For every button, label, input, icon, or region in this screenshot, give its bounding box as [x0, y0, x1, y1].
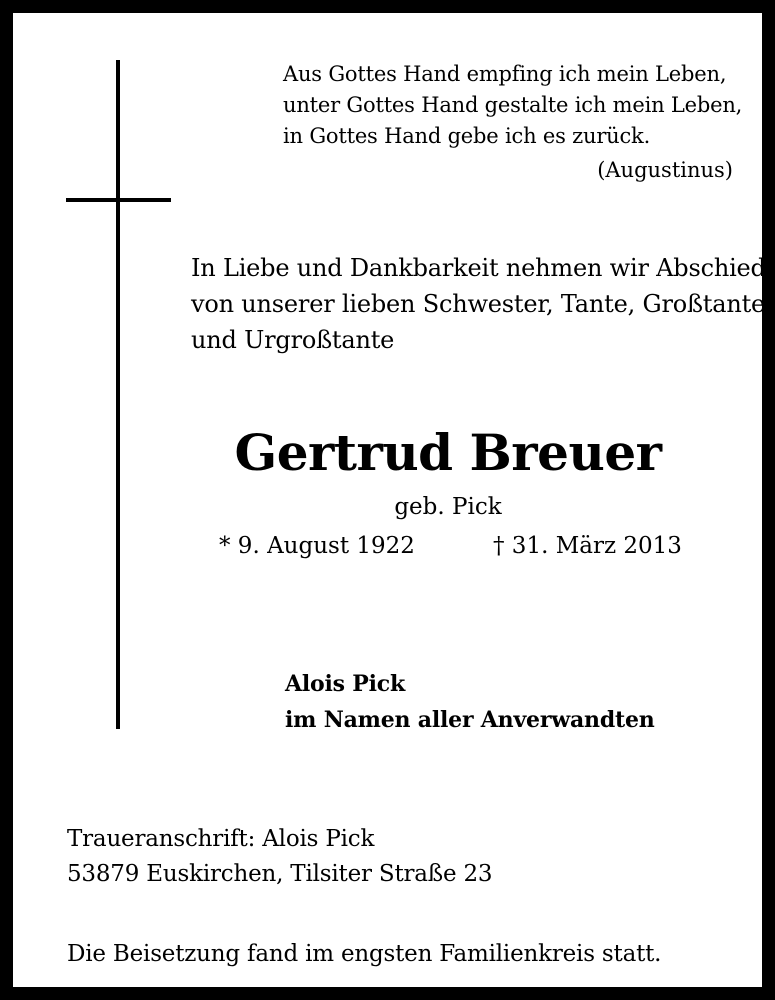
birth-date: * 9. August 1922 [219, 533, 415, 559]
farewell-line: In Liebe und Dankbarkeit nehmen wir Abschied [191, 254, 766, 282]
burial-note: Die Beisetzung fand im engsten Familienkreis statt. [67, 941, 662, 967]
death-date: † 31. März 2013 [493, 533, 682, 559]
signer-note: im Namen aller Anverwandten [285, 707, 655, 733]
cross-vertical-beam [116, 60, 120, 729]
mourning-address [67, 822, 492, 892]
quote-line: Aus Gottes Hand empfing ich mein Leben, [283, 62, 727, 86]
address-line-1: Traueranschrift: Alois Pick [67, 826, 375, 852]
farewell-line: von unserer lieben Schwester, Tante, Großtante [191, 290, 766, 318]
quote-line: in Gottes Hand gebe ich es zurück. [283, 124, 651, 148]
cross-horizontal-beam [66, 198, 171, 202]
quote-line: unter Gottes Hand gestalte ich mein Leben, [283, 93, 743, 117]
signer-name: Alois Pick [285, 671, 406, 697]
signer-block [285, 666, 655, 738]
bible-quote [283, 59, 743, 152]
deceased-name: Gertrud Breuer [234, 423, 662, 482]
farewell-text [191, 250, 766, 358]
farewell-line: und Urgroßtante [191, 326, 395, 354]
quote-source: (Augustinus) [597, 158, 733, 182]
address-line-2: 53879 Euskirchen, Tilsiter Straße 23 [67, 861, 493, 887]
maiden-name: geb. Pick [394, 494, 502, 520]
